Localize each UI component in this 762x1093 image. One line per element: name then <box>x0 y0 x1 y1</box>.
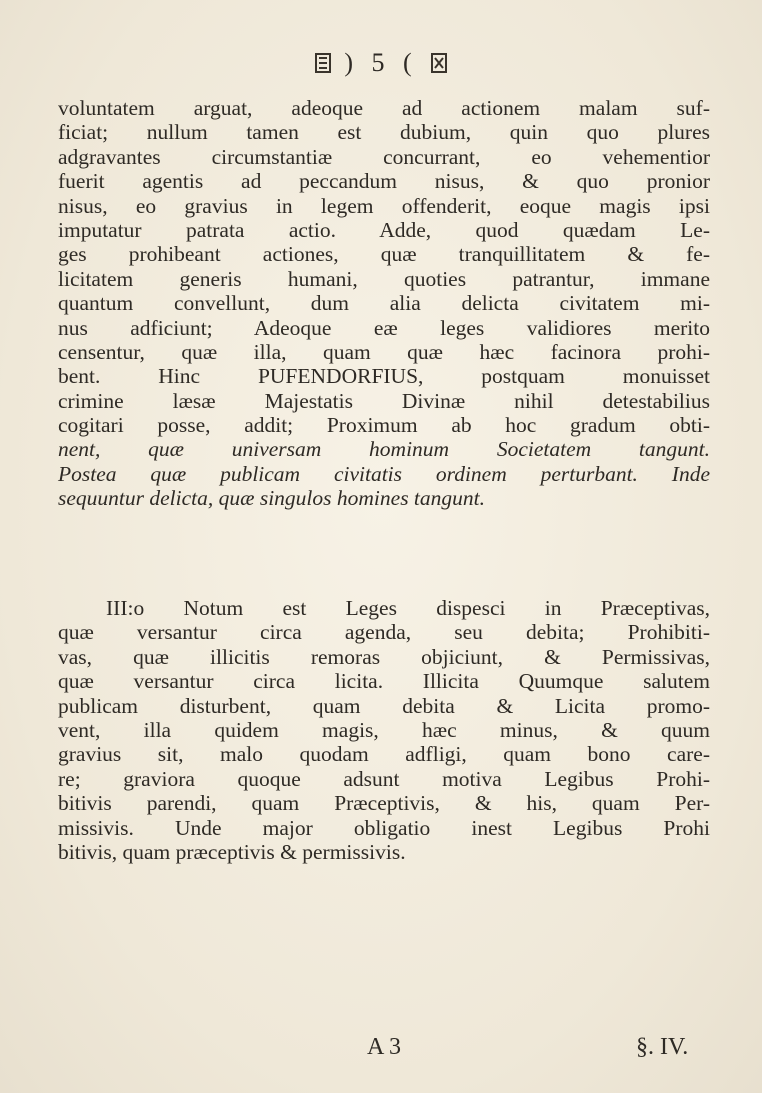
signature-mark: A 3 <box>367 1034 402 1060</box>
text-line: missivis. Unde major obligatio inest Legibus Prohi <box>58 815 710 840</box>
text-line: bitivis, quam præceptivis & permissivis. <box>58 839 406 864</box>
text-line: ficiat; nullum tamen est dubium, quin quo plures <box>58 120 710 145</box>
text-line: quæ versantur circa licita. Illicita Quumque salutem <box>58 669 710 694</box>
text-line: nisus, eo gravius in legem offenderit, eoque magis ipsi <box>58 193 710 218</box>
text-line: ges prohibeant actiones, quæ tranquillitatem & fe- <box>58 242 710 267</box>
text-line: fuerit agentis ad peccandum nisus, & quo pronior <box>58 169 710 194</box>
quotation-line: sequuntur delicta, quæ singulos homines tangunt. <box>58 486 486 511</box>
text-line: vas, quæ illicitis remoras objiciunt, & Permissivas, <box>58 644 710 669</box>
text-line: publicam disturbent, quam debita & Licita promo- <box>58 693 710 718</box>
text-line: bent. Hinc PUFENDORFIUS, postquam monuisset <box>58 364 710 389</box>
text-line: bitivis parendi, quam Præceptivis, & his, quam Per- <box>58 791 710 816</box>
text-line: cogitari posse, addit; Proximum ab hoc gradum obti- <box>58 413 710 438</box>
text-line: nus adficiunt; Adeoque eæ leges validiores merito <box>58 315 710 340</box>
text-line: adgravantes circumstantiæ concurrant, eo vehementior <box>58 144 710 169</box>
text-line: III:o Notum est Leges dispesci in Præceptivas, <box>106 596 710 620</box>
right-ornament-icon <box>430 51 448 73</box>
paragraph-1 <box>58 96 710 511</box>
text-line: re; graviora quoque adsunt motiva Legibus Prohi- <box>58 766 710 791</box>
page-number: ) 5 ( <box>344 48 418 77</box>
quotation-line: nent, quæ universam hominum Societatem tangunt. <box>58 437 710 462</box>
text-line: quæ versantur circa agenda, seu debita; Prohibiti- <box>58 620 710 645</box>
text-line: crimine læsæ Majestatis Divinæ nihil detestabilius <box>58 388 710 413</box>
quotation-line: Postea quæ publicam civitatis ordinem perturbant. Inde <box>58 461 710 486</box>
text-line: censentur, quæ illa, quam quæ hæc facinora prohi- <box>58 339 710 364</box>
paragraph-2 <box>58 596 710 864</box>
text-line: imputatur patrata actio. Adde, quod quædam Le- <box>58 217 710 242</box>
text-line: voluntatem arguat, adeoque ad actionem malam suf- <box>58 96 710 120</box>
text-line: gravius sit, malo quodam adfligi, quam bono care- <box>58 742 710 767</box>
page-header <box>0 48 762 78</box>
left-ornament-icon <box>314 51 332 73</box>
text-line: licitatem generis humani, quoties patrantur, immane <box>58 266 710 291</box>
text-line: vent, illa quidem magis, hæc minus, & quum <box>58 717 710 742</box>
catchword: §. IV. <box>636 1034 689 1060</box>
text-line: quantum convellunt, dum alia delicta civitatem mi- <box>58 291 710 316</box>
